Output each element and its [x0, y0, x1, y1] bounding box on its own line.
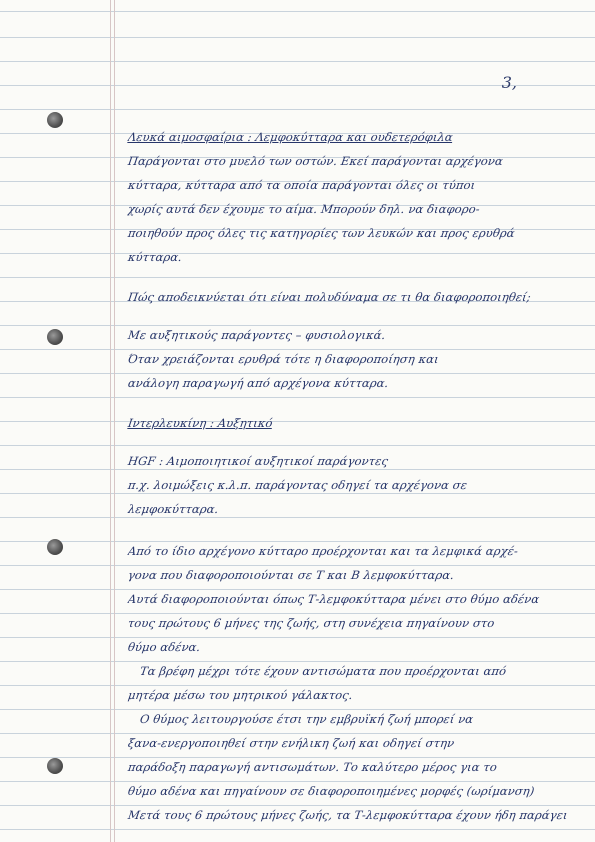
- handwritten-line: χωρίς αυτά δεν έχουμε το αίμα. Μπορούν δηλ. να διαφορο-: [127, 202, 481, 216]
- punch-hole: [47, 112, 63, 128]
- handwritten-line: Ο θύμος λειτουργούσε έτσι την εμβρυϊκή ζωή μπορεί να: [139, 712, 475, 726]
- handwritten-line: λεμφοκύτταρα.: [127, 502, 220, 516]
- handwritten-line: Ιντερλευκίνη : Αυξητικό: [127, 416, 274, 430]
- handwritten-line: μητέρα μέσω του μητρικού γάλακτος.: [127, 688, 354, 702]
- handwritten-line: Τα βρέφη μέχρι τότε έχουν αντισώματα που προέρχονται από: [139, 664, 508, 678]
- handwritten-line: HGF : Αιμοποιητικοί αυξητικοί παράγοντες: [127, 454, 390, 468]
- handwritten-line: θύμο αδένα.: [127, 640, 202, 654]
- punch-hole: [47, 758, 63, 774]
- handwritten-line: Από το ίδιο αρχέγονο κύτταρο προέρχονται και τα λεμφικά αρχέ-: [127, 544, 519, 558]
- punch-hole: [47, 539, 63, 555]
- handwritten-line: κύτταρα.: [127, 250, 183, 264]
- handwritten-line: τους πρώτους 6 μήνες της ζωής, στη συνέχεια πηγαίνουν στο: [127, 616, 496, 630]
- handwritten-line: Με αυξητικούς παράγοντες – φυσιολογικά.: [127, 328, 387, 342]
- punch-hole: [47, 329, 63, 345]
- page-number: 3,: [501, 73, 517, 92]
- handwritten-line: ποιηθούν προς όλες τις κατηγορίες των λευκών και προς ερυθρά: [127, 226, 516, 240]
- handwritten-line: Όταν χρειάζονται ερυθρά τότε η διαφοροποίηση και: [127, 352, 440, 366]
- handwritten-line: ανάλογη παραγωγή από αρχέγονα κύτταρα.: [127, 376, 390, 390]
- handwritten-line: κύτταρα, κύτταρα από τα οποία παράγονται όλες οι τύποι: [127, 178, 477, 192]
- handwritten-line: Αυτά διαφοροποιούνται όπως Τ-λεμφοκύτταρα μένει στο θύμο αδένα: [127, 592, 541, 606]
- handwritten-line: Μετά τους 6 πρώτους μήνες ζωής, τα Τ-λεμφοκύτταρα έχουν ήδη παράγει: [127, 808, 569, 822]
- handwritten-line: Λευκά αιμοσφαίρια : Λεμφοκύτταρα και ουδετερόφιλα: [127, 130, 454, 144]
- handwritten-line: π.χ. λοιμώξεις κ.λ.π. παράγοντας οδηγεί τα αρχέγονα σε: [127, 478, 469, 492]
- handwritten-line: ξανα-ενεργοποιηθεί στην ενήλικη ζωή και οδηγεί στην: [127, 736, 456, 750]
- handwritten-line: παράδοξη παραγωγή αντισωμάτων. Το καλύτερο μέρος για το: [127, 760, 498, 774]
- handwritten-line: Πώς αποδεικνύεται ότι είναι πολυδύναμα σε τι θα διαφοροποιηθεί;: [127, 290, 532, 304]
- handwritten-line: γονα που διαφοροποιούνται σε Τ και Β λεμφοκύτταρα.: [127, 568, 456, 582]
- handwritten-line: θύμο αδένα και πηγαίνουν σε διαφοροποιημένες μορφές (ωρίμανση): [127, 784, 536, 798]
- handwritten-line: Παράγονται στο μυελό των οστών. Εκεί παράγονται αρχέγονα: [127, 154, 504, 168]
